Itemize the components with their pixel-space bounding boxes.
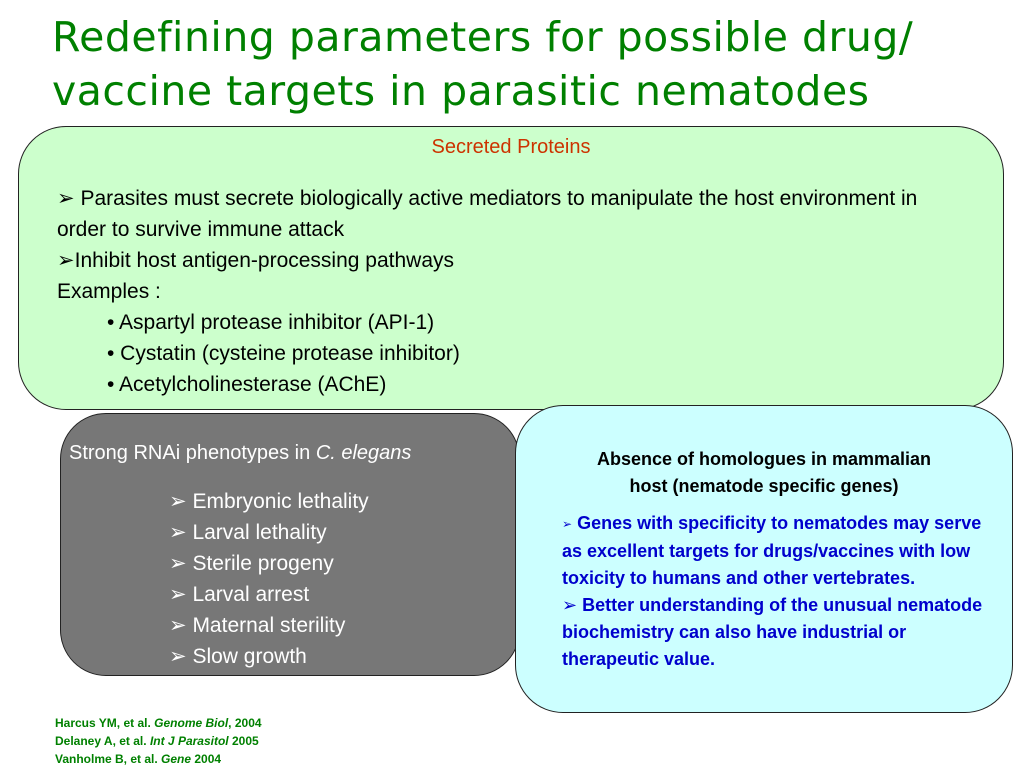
reference-year: 2005 <box>228 734 259 748</box>
list-item-text: Larval arrest <box>186 583 310 606</box>
arrow-bullet-icon: ➢ <box>169 582 187 606</box>
secreted-point-1 <box>57 183 943 245</box>
arrow-bullet-icon: ➢ <box>57 248 75 272</box>
absence-heading-line-1: Absence of homologues in mammalian <box>596 449 932 469</box>
rnai-phenotype-list <box>169 486 369 672</box>
title-line-2: vaccine targets in parasitic nematodes <box>52 67 870 115</box>
example-item: • Aspartyl protease inhibitor (API-1) <box>107 311 435 334</box>
list-item <box>169 548 369 579</box>
arrow-bullet-icon: ➢ <box>562 595 578 616</box>
list-item <box>169 610 369 641</box>
secreted-point-2-text: Inhibit host antigen-processing pathways <box>74 249 455 272</box>
rnai-heading <box>69 442 411 465</box>
arrow-bullet-icon: ➢ <box>169 489 187 513</box>
secreted-proteins-box <box>18 126 1004 410</box>
arrow-bullet-icon: ➢ <box>57 186 75 210</box>
arrow-bullet-icon: ➢ <box>169 644 187 668</box>
list-item <box>169 486 369 517</box>
absence-homologues-box <box>515 405 1013 713</box>
absence-point-2-text: Better understanding of the unusual nematode biochemistry can also have industrial or therapeutic value. <box>562 595 983 669</box>
absence-body <box>562 510 990 673</box>
rnai-heading-organism: C. elegans <box>315 442 412 464</box>
list-item-text: Larval lethality <box>186 521 327 544</box>
reference-authors: Delaney A, et al. <box>55 734 150 748</box>
reference-authors: Vanholme B, et al. <box>55 752 162 766</box>
list-item-text: Sterile progeny <box>186 552 334 575</box>
list-item-text: Slow growth <box>186 645 307 668</box>
arrow-bullet-icon: ➢ <box>169 551 187 575</box>
secreted-proteins-body <box>57 183 943 400</box>
example-item: • Cystatin (cysteine protease inhibitor) <box>107 342 460 365</box>
reference-item <box>55 714 262 732</box>
rnai-phenotypes-box <box>60 413 520 676</box>
reference-item <box>55 732 262 750</box>
secreted-point-1-text: Parasites must secrete biologically active mediators to manipulate the host environment in order to survive immune attack <box>57 187 918 241</box>
secreted-point-2 <box>57 245 943 276</box>
reference-journal: Genome Biol <box>154 716 229 730</box>
example-item: • Acetylcholinesterase (AChE) <box>107 373 387 396</box>
arrow-bullet-icon: ➢ <box>169 520 187 544</box>
absence-point-1-text: Genes with specificity to nematodes may serve as excellent targets for drugs/vaccines with low toxicity to humans and other vertebrates. <box>562 513 982 588</box>
reference-year: , 2004 <box>228 716 262 730</box>
reference-authors: Harcus YM, et al. <box>55 716 155 730</box>
reference-item <box>55 750 262 768</box>
list-item <box>169 641 369 672</box>
reference-year: 2004 <box>191 752 222 766</box>
rnai-heading-prefix: Strong RNAi phenotypes in <box>69 442 316 464</box>
arrow-bullet-icon: ➢ <box>562 517 573 531</box>
list-item-text: Maternal sterility <box>186 614 346 637</box>
slide-title <box>52 10 1002 118</box>
absence-point-1 <box>562 510 990 592</box>
absence-heading-line-2: host (nematode specific genes) <box>629 476 899 496</box>
references <box>55 714 262 768</box>
title-line-1: Redefining parameters for possible drug/ <box>52 13 914 61</box>
arrow-bullet-icon: ➢ <box>169 613 187 637</box>
list-item-text: Embryonic lethality <box>186 490 369 513</box>
absence-heading <box>536 446 992 500</box>
reference-journal: Int J Parasitol <box>149 734 229 748</box>
list-item <box>169 517 369 548</box>
list-item <box>169 579 369 610</box>
examples-label: Examples : <box>57 280 161 303</box>
reference-journal: Gene <box>161 752 192 766</box>
absence-point-2 <box>562 592 990 673</box>
secreted-proteins-heading: Secreted Proteins <box>431 136 591 158</box>
